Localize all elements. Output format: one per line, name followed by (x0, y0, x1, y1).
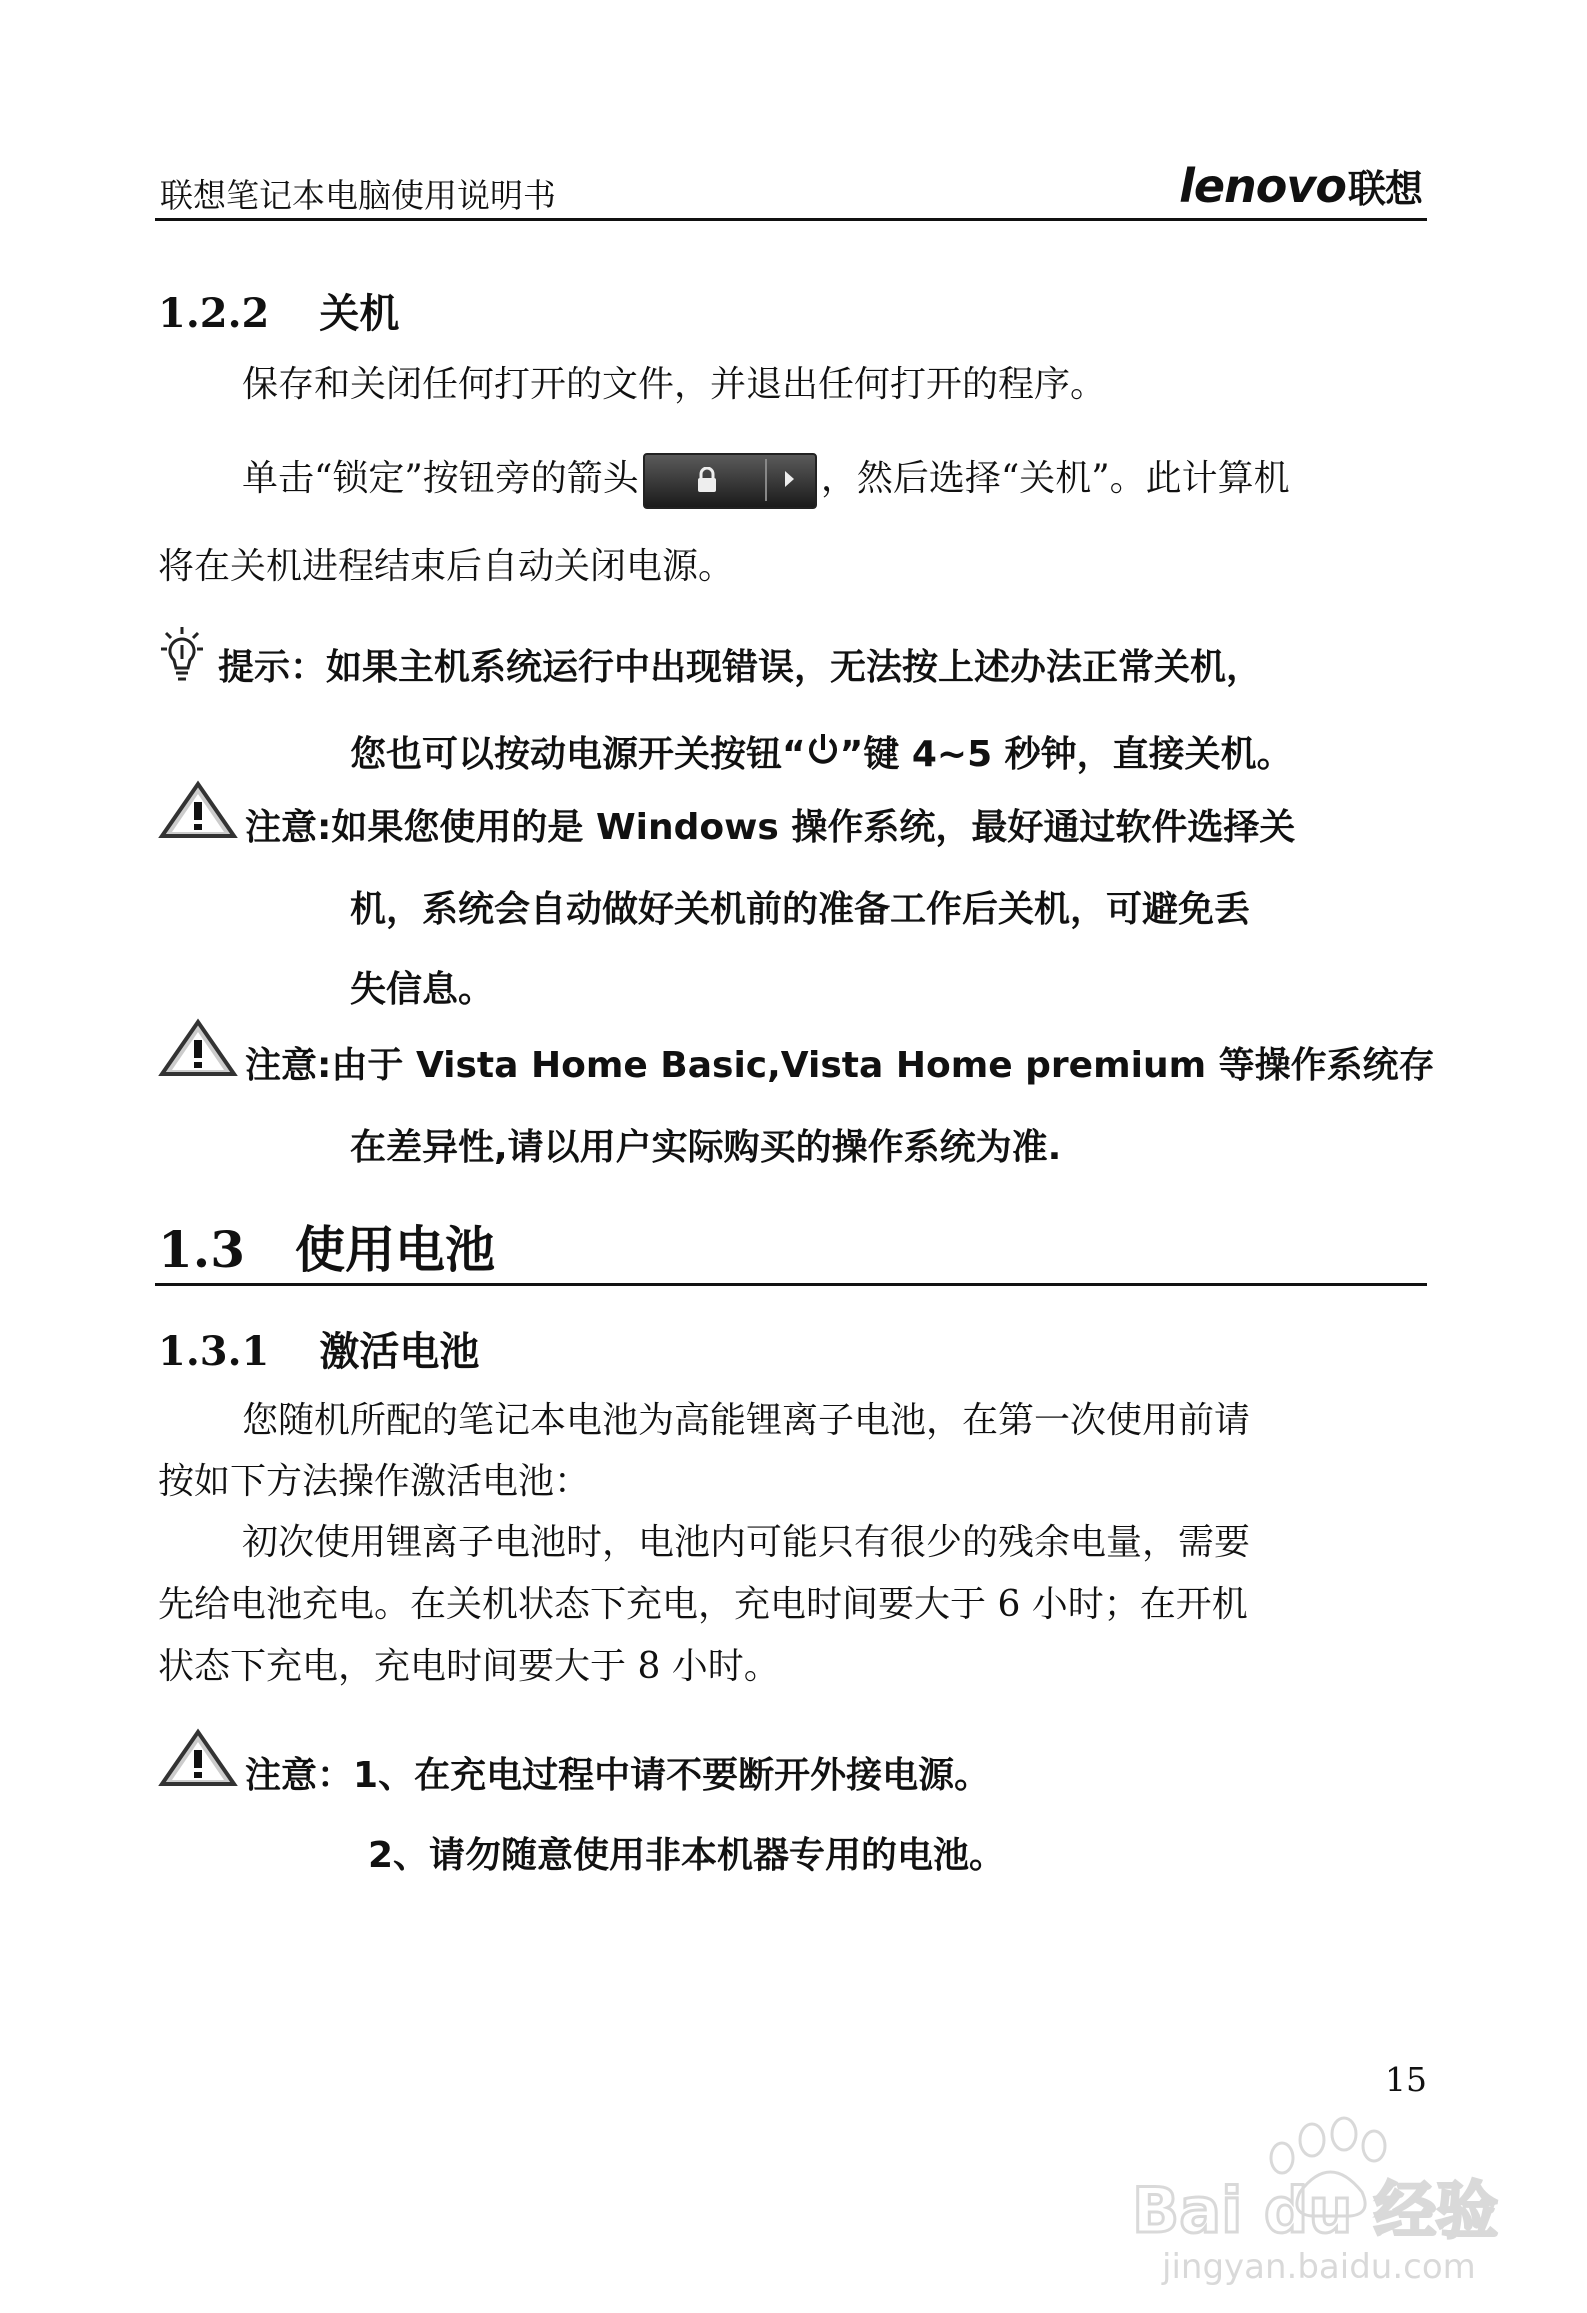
lock-icon (695, 467, 719, 493)
section-title: 激活电池 (319, 1329, 480, 1375)
paragraph-shutdown-line2: 将在关机进程结束后自动关闭电源。 (158, 546, 735, 587)
header-rule (155, 218, 1427, 221)
paragraph-battery-2-line-2: 先给电池充电。在关机状态下充电，充电时间要大于 6 小时；在开机 (158, 1584, 1248, 1625)
arrow-right-icon (785, 471, 794, 487)
lightbulb-icon (160, 625, 204, 689)
watermark-brand: Bai du 经验 (1132, 2174, 1499, 2247)
page-number: 15 (1385, 2060, 1427, 2099)
logo-text-en: lenovo (1179, 159, 1346, 213)
note-3-item-1: 1、在充电过程中请不要断开外接电源。 (353, 1755, 991, 1796)
paragraph-battery-2-line-3: 状态下充电，充电时间要大于 8 小时。 (158, 1646, 780, 1687)
section-number: 1.2.2 (158, 290, 270, 337)
heading-1-3-1 (158, 1320, 479, 1377)
watermark-url: jingyan.baidu.com (1162, 2247, 1476, 2287)
note-2-text-1: 由于 Vista Home Basic,Vista Home premium 等操作系统存 (331, 1045, 1435, 1086)
note-1-label: 注意: (245, 807, 332, 848)
lock-button-widget (643, 453, 817, 509)
tip-line-2 (350, 732, 1293, 773)
warning-icon (158, 1728, 238, 1788)
warning-icon (158, 1018, 238, 1078)
lenovo-logo (1179, 158, 1422, 213)
paragraph-save-files: 保存和关闭任何打开的文件，并退出任何打开的程序。 (242, 364, 1107, 405)
note-2-line-2: 在差异性,请以用户实际购买的操作系统为准. (350, 1127, 1062, 1168)
section-number: 1.3 (158, 1220, 245, 1279)
power-icon (806, 732, 840, 768)
instruction-text-after: ，然后选择“关机”。此计算机 (820, 458, 1290, 499)
paragraph-battery-1-line-1: 您随机所配的笔记本电池为高能锂离子电池，在第一次使用前请 (242, 1400, 1251, 1441)
widget-separator (765, 459, 767, 501)
paragraph-shutdown-instructions (242, 452, 1290, 509)
note-3-line-1 (245, 1755, 991, 1796)
note-1-line-2: 机，系统会自动做好关机前的准备工作后关机，可避免丢 (350, 889, 1251, 930)
heading-1-3 (158, 1210, 495, 1282)
paragraph-battery-2-line-1: 初次使用锂离子电池时，电池内可能只有很少的残余电量，需要 (242, 1522, 1251, 1563)
baidu-jingyan-watermark (1122, 2100, 1502, 2290)
tip-text-2b: ”键 4~5 秒钟，直接关机。 (839, 734, 1293, 775)
heading-1-2-2 (158, 282, 399, 339)
note-3-label: 注意： (245, 1755, 354, 1796)
note-2-line-1 (245, 1045, 1435, 1086)
tip-text-1: 如果主机系统运行中出现错误，无法按上述办法正常关机， (326, 647, 1263, 688)
tip-label: 提示： (218, 647, 327, 688)
note-3-item-2: 2、请勿随意使用非本机器专用的电池。 (368, 1835, 1006, 1876)
section-title: 使用电池 (295, 1221, 495, 1279)
section-number: 1.3.1 (158, 1328, 270, 1375)
tip-text-2a: 您也可以按动电源开关按钮“ (350, 734, 806, 775)
instruction-text-before: 单击“锁定”按钮旁的箭头 (242, 458, 639, 499)
note-2-label: 注意: (245, 1045, 332, 1086)
note-1-line-3: 失信息。 (350, 969, 495, 1010)
section-rule (155, 1283, 1427, 1286)
note-1-line-1 (245, 807, 1296, 848)
warning-icon (158, 780, 238, 840)
logo-text-cn: 联想 (1347, 167, 1422, 211)
section-title: 关机 (319, 291, 400, 337)
note-1-text-1: 如果您使用的是 Windows 操作系统，最好通过软件选择关 (331, 807, 1296, 848)
tip-line-1 (218, 647, 1263, 688)
paragraph-battery-1-line-2: 按如下方法操作激活电池： (158, 1461, 591, 1502)
document-header-title: 联想笔记本电脑使用说明书 (160, 176, 556, 215)
